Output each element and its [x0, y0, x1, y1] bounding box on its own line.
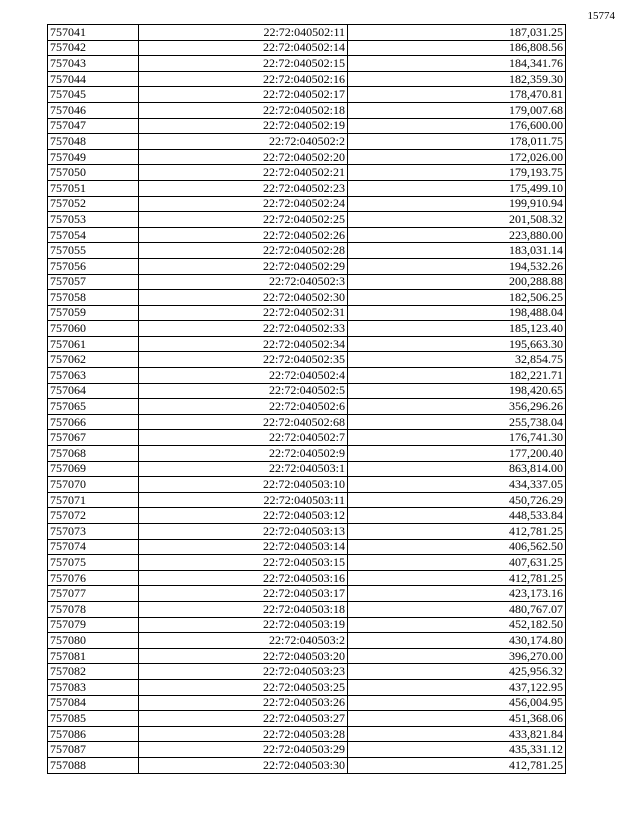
cadastral-value-cell: 184,341.76 — [348, 56, 566, 72]
row-number-cell: 757047 — [48, 118, 139, 134]
cadastral-value-cell: 195,663.30 — [348, 336, 566, 352]
table-row — [48, 648, 566, 664]
row-number-cell: 757053 — [48, 212, 139, 228]
cadastral-number-cell: 22:72:040502:7 — [139, 430, 348, 446]
cadastral-number-cell: 22:72:040503:17 — [139, 586, 348, 602]
table-row — [48, 430, 566, 446]
row-number-cell: 757041 — [48, 25, 139, 41]
cadastral-value-cell: 863,814.00 — [348, 461, 566, 477]
cadastral-number-cell: 22:72:040502:14 — [139, 40, 348, 56]
row-number-cell: 757060 — [48, 321, 139, 337]
table-row — [48, 399, 566, 415]
cadastral-value-table — [47, 24, 566, 774]
cadastral-number-cell: 22:72:040502:9 — [139, 446, 348, 462]
row-number-cell: 757061 — [48, 336, 139, 352]
cadastral-number-cell: 22:72:040503:26 — [139, 695, 348, 711]
cadastral-number-cell: 22:72:040503:28 — [139, 726, 348, 742]
table-row — [48, 664, 566, 680]
row-number-cell: 757054 — [48, 227, 139, 243]
cadastral-number-cell: 22:72:040502:25 — [139, 212, 348, 228]
table-row — [48, 165, 566, 181]
cadastral-number-cell: 22:72:040502:11 — [139, 25, 348, 41]
cadastral-value-cell: 177,200.40 — [348, 446, 566, 462]
table-row — [48, 555, 566, 571]
cadastral-value-cell: 179,193.75 — [348, 165, 566, 181]
table-row — [48, 539, 566, 555]
row-number-cell: 757070 — [48, 477, 139, 493]
row-number-cell: 757078 — [48, 601, 139, 617]
cadastral-number-cell: 22:72:040503:30 — [139, 757, 348, 773]
table-row — [48, 633, 566, 649]
row-number-cell: 757057 — [48, 274, 139, 290]
table-row — [48, 711, 566, 727]
table-row — [48, 212, 566, 228]
row-number-cell: 757048 — [48, 134, 139, 150]
table-row — [48, 446, 566, 462]
row-number-cell: 757067 — [48, 430, 139, 446]
row-number-cell: 757055 — [48, 243, 139, 259]
cadastral-number-cell: 22:72:040503:12 — [139, 508, 348, 524]
cadastral-number-cell: 22:72:040502:23 — [139, 180, 348, 196]
cadastral-value-cell: 172,026.00 — [348, 149, 566, 165]
cadastral-number-cell: 22:72:040502:3 — [139, 274, 348, 290]
cadastral-number-cell: 22:72:040502:17 — [139, 87, 348, 103]
table-row — [48, 383, 566, 399]
row-number-cell: 757059 — [48, 305, 139, 321]
cadastral-number-cell: 22:72:040502:33 — [139, 321, 348, 337]
cadastral-number-cell: 22:72:040503:18 — [139, 601, 348, 617]
cadastral-value-cell: 176,741.30 — [348, 430, 566, 446]
cadastral-number-cell: 22:72:040502:16 — [139, 71, 348, 87]
cadastral-number-cell: 22:72:040503:20 — [139, 648, 348, 664]
row-number-cell: 757085 — [48, 711, 139, 727]
table-row — [48, 243, 566, 259]
cadastral-value-cell: 223,880.00 — [348, 227, 566, 243]
cadastral-number-cell: 22:72:040502:24 — [139, 196, 348, 212]
cadastral-value-cell: 200,288.88 — [348, 274, 566, 290]
table-row — [48, 726, 566, 742]
table-row — [48, 461, 566, 477]
row-number-cell: 757065 — [48, 399, 139, 415]
table-row — [48, 321, 566, 337]
table-row — [48, 508, 566, 524]
cadastral-number-cell: 22:72:040503:1 — [139, 461, 348, 477]
cadastral-value-cell: 199,910.94 — [348, 196, 566, 212]
cadastral-number-cell: 22:72:040502:35 — [139, 352, 348, 368]
cadastral-value-cell: 178,470.81 — [348, 87, 566, 103]
cadastral-number-cell: 22:72:040503:10 — [139, 477, 348, 493]
cadastral-value-cell: 178,011.75 — [348, 134, 566, 150]
row-number-cell: 757068 — [48, 446, 139, 462]
cadastral-number-cell: 22:72:040503:25 — [139, 679, 348, 695]
table-row — [48, 477, 566, 493]
row-number-cell: 757077 — [48, 586, 139, 602]
cadastral-value-cell: 412,781.25 — [348, 570, 566, 586]
table-row — [48, 40, 566, 56]
table-row — [48, 102, 566, 118]
table-row — [48, 87, 566, 103]
row-number-cell: 757051 — [48, 180, 139, 196]
table-row — [48, 679, 566, 695]
cadastral-number-cell: 22:72:040502:5 — [139, 383, 348, 399]
cadastral-number-cell: 22:72:040502:26 — [139, 227, 348, 243]
row-number-cell: 757086 — [48, 726, 139, 742]
cadastral-value-cell: 412,781.25 — [348, 524, 566, 540]
cadastral-number-cell: 22:72:040502:30 — [139, 290, 348, 306]
cadastral-number-cell: 22:72:040503:27 — [139, 711, 348, 727]
table-row — [48, 742, 566, 758]
table-row — [48, 617, 566, 633]
cadastral-value-cell: 448,533.84 — [348, 508, 566, 524]
cadastral-value-cell: 356,296.26 — [348, 399, 566, 415]
row-number-cell: 757080 — [48, 633, 139, 649]
cadastral-value-cell: 480,767.07 — [348, 601, 566, 617]
cadastral-value-cell: 407,631.25 — [348, 555, 566, 571]
table-row — [48, 695, 566, 711]
table-row — [48, 368, 566, 384]
row-number-cell: 757075 — [48, 555, 139, 571]
cadastral-value-cell: 425,956.32 — [348, 664, 566, 680]
row-number-cell: 757087 — [48, 742, 139, 758]
cadastral-number-cell: 22:72:040502:4 — [139, 368, 348, 384]
table-body — [48, 25, 566, 774]
cadastral-number-cell: 22:72:040502:20 — [139, 149, 348, 165]
table-row — [48, 414, 566, 430]
row-number-cell: 757056 — [48, 258, 139, 274]
cadastral-value-cell: 437,122.95 — [348, 679, 566, 695]
table-row — [48, 258, 566, 274]
cadastral-value-cell: 433,821.84 — [348, 726, 566, 742]
cadastral-value-cell: 198,488.04 — [348, 305, 566, 321]
cadastral-number-cell: 22:72:040503:29 — [139, 742, 348, 758]
table-row — [48, 227, 566, 243]
cadastral-number-cell: 22:72:040502:68 — [139, 414, 348, 430]
table-row — [48, 570, 566, 586]
table-row — [48, 25, 566, 41]
table-row — [48, 586, 566, 602]
row-number-cell: 757084 — [48, 695, 139, 711]
cadastral-value-cell: 194,532.26 — [348, 258, 566, 274]
cadastral-value-cell: 396,270.00 — [348, 648, 566, 664]
table-row — [48, 71, 566, 87]
table-row — [48, 336, 566, 352]
table-row — [48, 757, 566, 773]
table-row — [48, 134, 566, 150]
row-number-cell: 757079 — [48, 617, 139, 633]
row-number-cell: 757052 — [48, 196, 139, 212]
table-row — [48, 601, 566, 617]
row-number-cell: 757082 — [48, 664, 139, 680]
row-number-cell: 757088 — [48, 757, 139, 773]
row-number-cell: 757050 — [48, 165, 139, 181]
cadastral-value-cell: 255,738.04 — [348, 414, 566, 430]
cadastral-number-cell: 22:72:040503:16 — [139, 570, 348, 586]
cadastral-value-cell: 406,562.50 — [348, 539, 566, 555]
cadastral-value-cell: 32,854.75 — [348, 352, 566, 368]
page-number: 15774 — [587, 10, 615, 22]
table-row — [48, 290, 566, 306]
cadastral-value-cell: 182,221.71 — [348, 368, 566, 384]
row-number-cell: 757058 — [48, 290, 139, 306]
row-number-cell: 757073 — [48, 524, 139, 540]
row-number-cell: 757074 — [48, 539, 139, 555]
cadastral-number-cell: 22:72:040502:18 — [139, 102, 348, 118]
cadastral-number-cell: 22:72:040503:13 — [139, 524, 348, 540]
cadastral-value-cell: 185,123.40 — [348, 321, 566, 337]
row-number-cell: 757062 — [48, 352, 139, 368]
cadastral-value-cell: 452,182.50 — [348, 617, 566, 633]
row-number-cell: 757072 — [48, 508, 139, 524]
table-row — [48, 274, 566, 290]
cadastral-number-cell: 22:72:040503:19 — [139, 617, 348, 633]
cadastral-value-cell: 434,337.05 — [348, 477, 566, 493]
cadastral-number-cell: 22:72:040502:34 — [139, 336, 348, 352]
row-number-cell: 757076 — [48, 570, 139, 586]
cadastral-number-cell: 22:72:040502:2 — [139, 134, 348, 150]
cadastral-value-cell: 182,359.30 — [348, 71, 566, 87]
table-row — [48, 492, 566, 508]
cadastral-value-cell: 423,173.16 — [348, 586, 566, 602]
row-number-cell: 757081 — [48, 648, 139, 664]
cadastral-value-cell: 412,781.25 — [348, 757, 566, 773]
cadastral-number-cell: 22:72:040502:15 — [139, 56, 348, 72]
cadastral-number-cell: 22:72:040503:14 — [139, 539, 348, 555]
row-number-cell: 757071 — [48, 492, 139, 508]
cadastral-value-cell: 179,007.68 — [348, 102, 566, 118]
cadastral-value-cell: 435,331.12 — [348, 742, 566, 758]
table-row — [48, 149, 566, 165]
cadastral-value-cell: 182,506.25 — [348, 290, 566, 306]
cadastral-number-cell: 22:72:040502:29 — [139, 258, 348, 274]
row-number-cell: 757069 — [48, 461, 139, 477]
cadastral-value-cell: 187,031.25 — [348, 25, 566, 41]
row-number-cell: 757043 — [48, 56, 139, 72]
cadastral-value-cell: 450,726.29 — [348, 492, 566, 508]
cadastral-number-cell: 22:72:040502:6 — [139, 399, 348, 415]
cadastral-number-cell: 22:72:040503:11 — [139, 492, 348, 508]
cadastral-number-cell: 22:72:040502:28 — [139, 243, 348, 259]
cadastral-value-cell: 456,004.95 — [348, 695, 566, 711]
table-row — [48, 524, 566, 540]
cadastral-number-cell: 22:72:040503:23 — [139, 664, 348, 680]
row-number-cell: 757045 — [48, 87, 139, 103]
row-number-cell: 757044 — [48, 71, 139, 87]
cadastral-number-cell: 22:72:040503:2 — [139, 633, 348, 649]
row-number-cell: 757063 — [48, 368, 139, 384]
table-row — [48, 56, 566, 72]
cadastral-value-cell: 175,499.10 — [348, 180, 566, 196]
cadastral-value-cell: 186,808.56 — [348, 40, 566, 56]
cadastral-value-cell: 201,508.32 — [348, 212, 566, 228]
table-row — [48, 118, 566, 134]
cadastral-value-cell: 198,420.65 — [348, 383, 566, 399]
cadastral-number-cell: 22:72:040503:15 — [139, 555, 348, 571]
table-row — [48, 305, 566, 321]
row-number-cell: 757046 — [48, 102, 139, 118]
cadastral-value-cell: 430,174.80 — [348, 633, 566, 649]
cadastral-number-cell: 22:72:040502:21 — [139, 165, 348, 181]
table-row — [48, 196, 566, 212]
table-row — [48, 180, 566, 196]
row-number-cell: 757066 — [48, 414, 139, 430]
row-number-cell: 757049 — [48, 149, 139, 165]
cadastral-number-cell: 22:72:040502:19 — [139, 118, 348, 134]
cadastral-value-cell: 176,600.00 — [348, 118, 566, 134]
table-row — [48, 352, 566, 368]
cadastral-value-cell: 451,368.06 — [348, 711, 566, 727]
row-number-cell: 757042 — [48, 40, 139, 56]
row-number-cell: 757083 — [48, 679, 139, 695]
cadastral-value-cell: 183,031.14 — [348, 243, 566, 259]
row-number-cell: 757064 — [48, 383, 139, 399]
cadastral-number-cell: 22:72:040502:31 — [139, 305, 348, 321]
